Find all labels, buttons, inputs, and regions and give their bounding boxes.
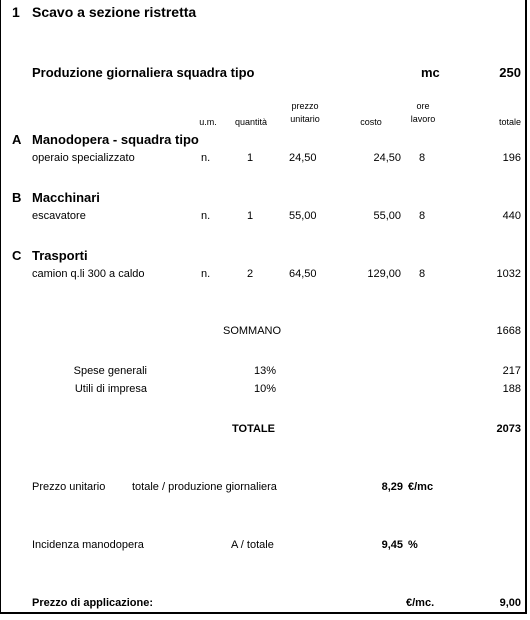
item-price: 24,50 xyxy=(289,152,317,164)
item-qty: 1 xyxy=(246,210,254,222)
group-letter-a: A xyxy=(12,132,22,147)
item-um: n. xyxy=(201,152,211,164)
item-cost: 129,00 xyxy=(367,268,401,280)
item-cost: 24,50 xyxy=(373,152,401,164)
item-qty: 2 xyxy=(246,268,254,280)
item-desc: escavatore xyxy=(32,210,86,222)
production-value: 250 xyxy=(499,65,521,80)
utili-impresa-label: Utili di impresa xyxy=(74,383,147,395)
prezzo-applicazione-value: 9,00 xyxy=(499,597,521,609)
item-price: 55,00 xyxy=(289,210,317,222)
item-desc: operaio specializzato xyxy=(32,152,135,164)
col-header-um: u.m. xyxy=(199,117,217,127)
group-title-manodopera: Manodopera - squadra tipo xyxy=(32,132,199,147)
col-header-unitario: unitario xyxy=(290,114,320,124)
spese-generali-pct: 13% xyxy=(253,365,276,377)
item-um: n. xyxy=(201,268,211,280)
section-title: Scavo a sezione ristretta xyxy=(32,4,197,20)
incidenza-label: Incidenza manodopera xyxy=(32,539,144,551)
col-header-ore: ore xyxy=(416,101,430,111)
col-header-quantita: quantità xyxy=(234,117,268,127)
col-header-costo: costo xyxy=(360,117,382,127)
incidenza-value: 9,45 xyxy=(381,539,403,551)
prezzo-unitario-formula: totale / produzione giornaliera xyxy=(132,481,277,493)
prezzo-applicazione-label: Prezzo di applicazione: xyxy=(32,597,154,609)
item-hours: 8 xyxy=(419,268,426,280)
incidenza-formula: A / totale xyxy=(231,539,274,551)
item-cost: 55,00 xyxy=(373,210,401,222)
production-label: Produzione giornaliera squadra tipo xyxy=(32,65,255,80)
section-number: 1 xyxy=(12,4,20,20)
sommano-value: 1668 xyxy=(496,325,521,337)
group-letter-b: B xyxy=(12,190,22,205)
group-title-macchinari: Macchinari xyxy=(32,190,100,205)
col-header-lavoro: lavoro xyxy=(410,114,436,124)
spese-generali-value: 217 xyxy=(502,365,521,377)
totale-label: TOTALE xyxy=(232,423,275,435)
item-desc: camion q.li 300 a caldo xyxy=(32,268,145,280)
item-um: n. xyxy=(201,210,211,222)
prezzo-unitario-unit: €/mc xyxy=(408,481,434,493)
production-unit: mc xyxy=(421,65,440,80)
sommano-label: SOMMANO xyxy=(223,325,282,337)
prezzo-unitario-value: 8,29 xyxy=(381,481,403,493)
utili-impresa-value: 188 xyxy=(502,383,521,395)
item-hours: 8 xyxy=(419,210,426,222)
prezzo-applicazione-unit: €/mc. xyxy=(406,597,435,609)
col-header-prezzo: prezzo xyxy=(291,101,319,111)
item-total: 1032 xyxy=(496,268,521,280)
item-qty: 1 xyxy=(246,152,254,164)
group-letter-c: C xyxy=(12,248,22,263)
utili-impresa-pct: 10% xyxy=(253,383,276,395)
col-header-totale: totale xyxy=(498,117,521,127)
incidenza-unit: % xyxy=(408,539,418,551)
prezzo-unitario-label: Prezzo unitario xyxy=(32,481,106,493)
item-total: 440 xyxy=(502,210,521,222)
spese-generali-label: Spese generali xyxy=(73,365,147,377)
group-title-trasporti: Trasporti xyxy=(32,248,88,263)
item-price: 64,50 xyxy=(289,268,317,280)
item-hours: 8 xyxy=(419,152,426,164)
item-total: 196 xyxy=(502,152,521,164)
totale-value: 2073 xyxy=(496,423,521,435)
